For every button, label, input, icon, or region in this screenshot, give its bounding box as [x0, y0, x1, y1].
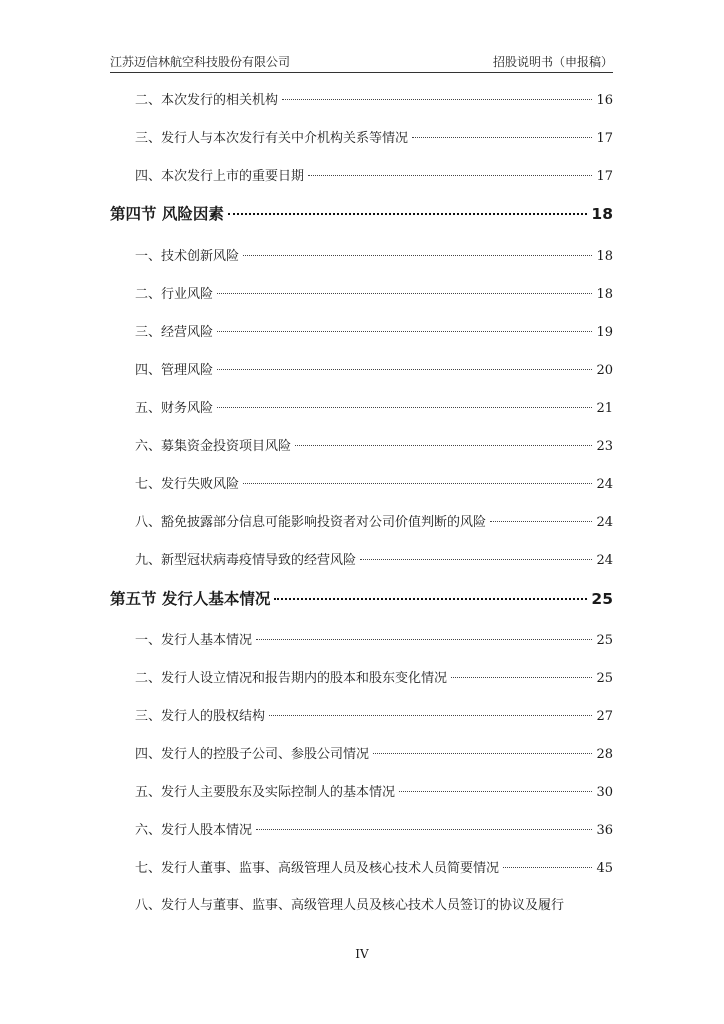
toc-entry[interactable]: [110, 165, 613, 185]
toc-leader-dots: [269, 715, 592, 716]
toc-entry[interactable]: [110, 819, 613, 839]
toc-entry-label: 六、募集资金投资项目风险: [135, 439, 292, 454]
toc-leader-dots: [503, 867, 592, 868]
toc-section-label: 第五节 发行人基本情况: [110, 590, 271, 608]
toc-entry-page: 25: [596, 671, 613, 686]
toc-entry-label: 二、发行人设立情况和报告期内的股本和股东变化情况: [135, 671, 448, 686]
toc-entry-label: 六、发行人股本情况: [135, 823, 253, 838]
toc-entry-label: 七、发行人董事、监事、高级管理人员及核心技术人员简要情况: [135, 861, 500, 876]
toc-entry-page: 18: [596, 249, 613, 264]
toc-entry[interactable]: [110, 549, 613, 569]
toc-leader-dots: [308, 175, 592, 176]
toc-section-label: 第四节 风险因素: [110, 205, 224, 223]
toc-entry-page: 18: [596, 287, 613, 302]
toc-entry-label: 三、发行人与本次发行有关中介机构关系等情况: [135, 131, 409, 146]
toc-entry-label: 二、行业风险: [135, 287, 214, 302]
toc-entry[interactable]: [110, 89, 613, 109]
toc-entry[interactable]: [110, 359, 613, 379]
toc-entry-label: 八、发行人与董事、监事、高级管理人员及核心技术人员签订的协议及履行: [135, 898, 565, 913]
toc-leader-dots: [217, 407, 592, 408]
toc-entry-page: 24: [596, 515, 613, 530]
toc-entry-page: 17: [596, 169, 613, 184]
toc-entry[interactable]: [110, 245, 613, 265]
toc-entry-label: 七、发行失败风险: [135, 477, 240, 492]
toc-entry-label: 一、技术创新风险: [135, 249, 240, 264]
toc-entry-label: 九、新型冠状病毒疫情导致的经营风险: [135, 553, 357, 568]
toc-entry-page: 36: [596, 823, 613, 838]
toc-entry-page: 27: [596, 709, 613, 724]
toc-leader-dots: [274, 598, 587, 600]
toc-entry[interactable]: [110, 894, 613, 914]
toc-entry-label: 一、发行人基本情况: [135, 633, 253, 648]
toc-leader-dots: [282, 99, 592, 100]
toc-entry-page: 25: [596, 633, 613, 648]
toc-leader-dots: [360, 559, 592, 560]
toc-entry[interactable]: [110, 127, 613, 147]
toc-leader-dots: [451, 677, 592, 678]
toc-entry[interactable]: [110, 857, 613, 877]
toc-section-heading[interactable]: [110, 587, 613, 607]
toc-entry-label: 二、本次发行的相关机构: [135, 93, 279, 108]
toc-entry-label: 五、财务风险: [135, 401, 214, 416]
toc-entry-page: 17: [596, 131, 613, 146]
page-number: IV: [355, 947, 369, 961]
toc-entry-page: 16: [596, 93, 613, 108]
toc-entry-label: 三、经营风险: [135, 325, 214, 340]
toc-section-page: 25: [591, 590, 613, 608]
toc-leader-dots: [256, 639, 592, 640]
toc-entry-page: 30: [596, 785, 613, 800]
toc-entry[interactable]: [110, 283, 613, 303]
toc-section-page: 18: [591, 205, 613, 223]
toc-leader-dots: [217, 293, 592, 294]
toc-leader-dots: [228, 213, 588, 215]
toc-entry-page: 24: [596, 553, 613, 568]
toc-leader-dots: [256, 829, 592, 830]
toc-leader-dots: [399, 791, 592, 792]
toc-entry-label: 四、发行人的控股子公司、参股公司情况: [135, 747, 370, 762]
toc-leader-dots: [243, 255, 592, 256]
toc-entry-label: 三、发行人的股权结构: [135, 709, 266, 724]
toc-leader-dots: [295, 445, 592, 446]
toc-entry-page: 24: [596, 477, 613, 492]
toc-entry-page: 23: [596, 439, 613, 454]
toc-entry[interactable]: [110, 473, 613, 493]
toc-entry[interactable]: [110, 629, 613, 649]
toc-entry[interactable]: [110, 781, 613, 801]
toc-leader-dots: [373, 753, 592, 754]
toc-leader-dots: [217, 331, 592, 332]
page-header: [110, 52, 613, 73]
toc-leader-dots: [490, 521, 592, 522]
toc-entry-page: 21: [596, 401, 613, 416]
header-company-name: 江苏迈信林航空科技股份有限公司: [110, 55, 291, 69]
toc-entry-page: 45: [596, 861, 613, 876]
toc-entry-page: 28: [596, 747, 613, 762]
toc-entry[interactable]: [110, 705, 613, 725]
toc-entry-label: 四、管理风险: [135, 363, 214, 378]
toc-entry-label: 五、发行人主要股东及实际控制人的基本情况: [135, 785, 396, 800]
toc-entry[interactable]: [110, 667, 613, 687]
toc-leader-dots: [243, 483, 592, 484]
toc-leader-dots: [217, 369, 592, 370]
toc-entry-page: 19: [596, 325, 613, 340]
toc-entry[interactable]: [110, 321, 613, 341]
toc-entry[interactable]: [110, 511, 613, 531]
toc-section-heading[interactable]: [110, 202, 613, 222]
toc-entry[interactable]: [110, 743, 613, 763]
toc-entry[interactable]: [110, 435, 613, 455]
toc-entry[interactable]: [110, 397, 613, 417]
toc-entry-page: 20: [596, 363, 613, 378]
header-document-title: 招股说明书（申报稿）: [492, 55, 613, 69]
toc-entry-label: 四、本次发行上市的重要日期: [135, 169, 305, 184]
toc-leader-dots: [412, 137, 592, 138]
toc-entry-label: 八、豁免披露部分信息可能影响投资者对公司价值判断的风险: [135, 515, 487, 530]
